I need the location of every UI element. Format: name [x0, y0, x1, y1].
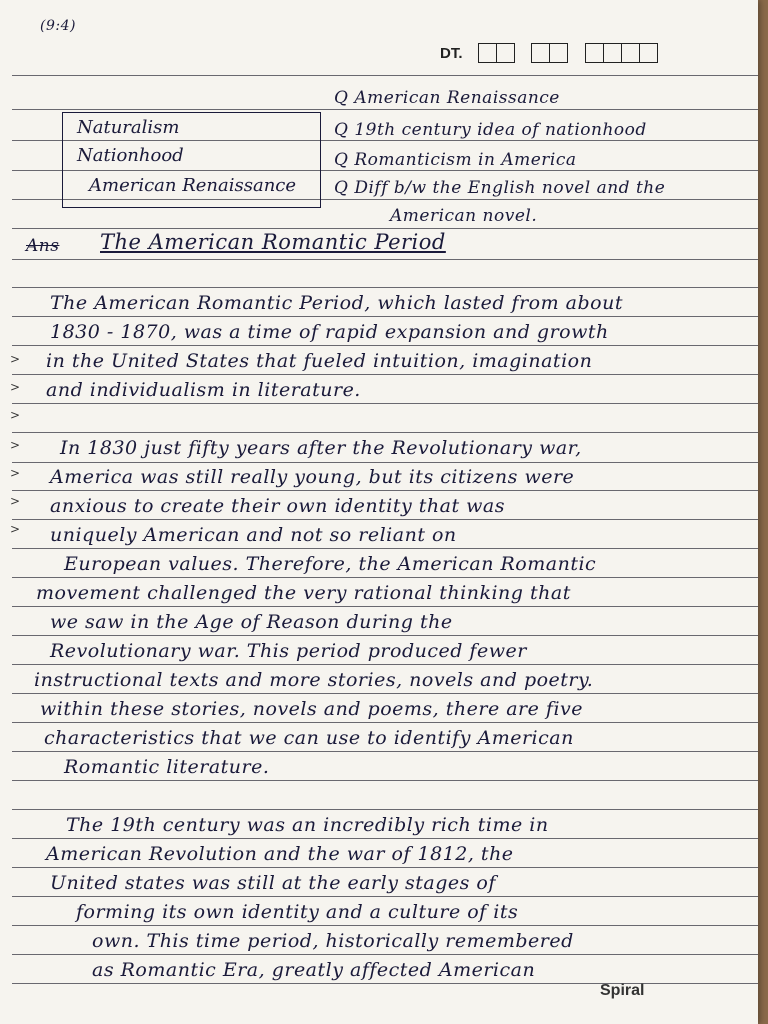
ruled-line: [12, 983, 758, 984]
para2-line-6: movement challenged the very rational thinking that: [36, 582, 571, 604]
margin-tick: >: [10, 408, 21, 422]
question-4-cont: American novel.: [390, 206, 538, 226]
para2-line-3: anxious to create their own identity that was: [50, 495, 506, 517]
question-3: Q Romanticism in America: [334, 150, 577, 170]
margin-tick: >: [10, 352, 21, 366]
para2-line-8: Revolutionary war. This period produced fewer: [50, 640, 527, 662]
ruled-line: [12, 664, 758, 665]
ruled-line: [12, 519, 758, 520]
ruled-line: [12, 75, 758, 76]
ruled-line: [12, 462, 758, 463]
ruled-line: [12, 780, 758, 781]
ruled-line: [12, 548, 758, 549]
ruled-line: [12, 228, 758, 229]
question-2: Q 19th century idea of nationhood: [334, 120, 647, 140]
para2-line-5: European values. Therefore, the American Romantic: [64, 553, 597, 575]
margin-tick: >: [10, 438, 21, 452]
ruled-line: [12, 954, 758, 955]
ruled-line: [12, 316, 758, 317]
margin-tick: >: [10, 466, 21, 480]
para3-line-3: United states was still at the early stages of: [50, 872, 496, 894]
para1-line-4: and individualism in literature.: [46, 379, 361, 401]
answer-label: Ans: [26, 236, 60, 256]
answer-heading: The American Romantic Period: [100, 230, 446, 254]
date-label: DT.: [440, 45, 463, 62]
para3-line-5: own. This time period, historically remembered: [92, 930, 574, 952]
notebook-brand-logo: Spiral: [600, 982, 645, 999]
para1-line-2: 1830 - 1870, was a time of rapid expansion and growth: [50, 321, 609, 343]
margin-tick: >: [10, 522, 21, 536]
date-month-boxes: [531, 43, 568, 63]
ruled-line: [12, 606, 758, 607]
para3-line-4: forming its own identity and a culture of its: [76, 901, 519, 923]
ruled-line: [12, 403, 758, 404]
ruled-line: [12, 722, 758, 723]
para3-line-6: as Romantic Era, greatly affected American: [92, 959, 536, 981]
corner-note: (9:4): [40, 18, 76, 34]
ruled-line: [12, 751, 758, 752]
topic-american-renaissance: American Renaissance: [89, 175, 297, 196]
para2-line-7: we saw in the Age of Reason during the: [50, 611, 453, 633]
para1-line-3: in the United States that fueled intuition, imagination: [46, 350, 593, 372]
ruled-line: [12, 490, 758, 491]
para2-line-2: America was still really young, but its citizens were: [50, 466, 575, 488]
ruled-line: [12, 109, 758, 110]
ruled-line: [12, 259, 758, 260]
para2-line-11: characteristics that we can use to identify American: [44, 727, 574, 749]
ruled-line: [12, 432, 758, 433]
ruled-line: [12, 896, 758, 897]
topic-nationhood: Nationhood: [77, 145, 184, 166]
para2-line-10: within these stories, novels and poems, there are five: [40, 698, 584, 720]
date-year-boxes: [585, 43, 658, 63]
ruled-line: [12, 867, 758, 868]
topic-naturalism: Naturalism: [77, 117, 180, 138]
ruled-line: [12, 287, 758, 288]
margin-tick: >: [10, 494, 21, 508]
ruled-line: [12, 925, 758, 926]
para2-line-12: Romantic literature.: [64, 756, 270, 778]
para1-line-1: The American Romantic Period, which lasted from about: [50, 292, 623, 314]
date-day-boxes: [478, 43, 515, 63]
para3-line-2: American Revolution and the war of 1812, the: [46, 843, 514, 865]
para3-line-1: The 19th century was an incredibly rich time in: [66, 814, 549, 836]
ruled-line: [12, 838, 758, 839]
ruled-line: [12, 693, 758, 694]
ruled-line: [12, 635, 758, 636]
para2-line-1: In 1830 just fifty years after the Revolutionary war,: [60, 437, 582, 459]
ruled-line: [12, 577, 758, 578]
topics-box: [62, 112, 321, 208]
ruled-line: [12, 374, 758, 375]
para2-line-9: instructional texts and more stories, novels and poetry.: [34, 669, 594, 691]
ruled-line: [12, 345, 758, 346]
ruled-line: [12, 809, 758, 810]
margin-tick: >: [10, 380, 21, 394]
question-4: Q Diff b/w the English novel and the: [334, 178, 666, 198]
question-1: Q American Renaissance: [334, 88, 560, 108]
para2-line-4: uniquely American and not so reliant on: [50, 524, 457, 546]
